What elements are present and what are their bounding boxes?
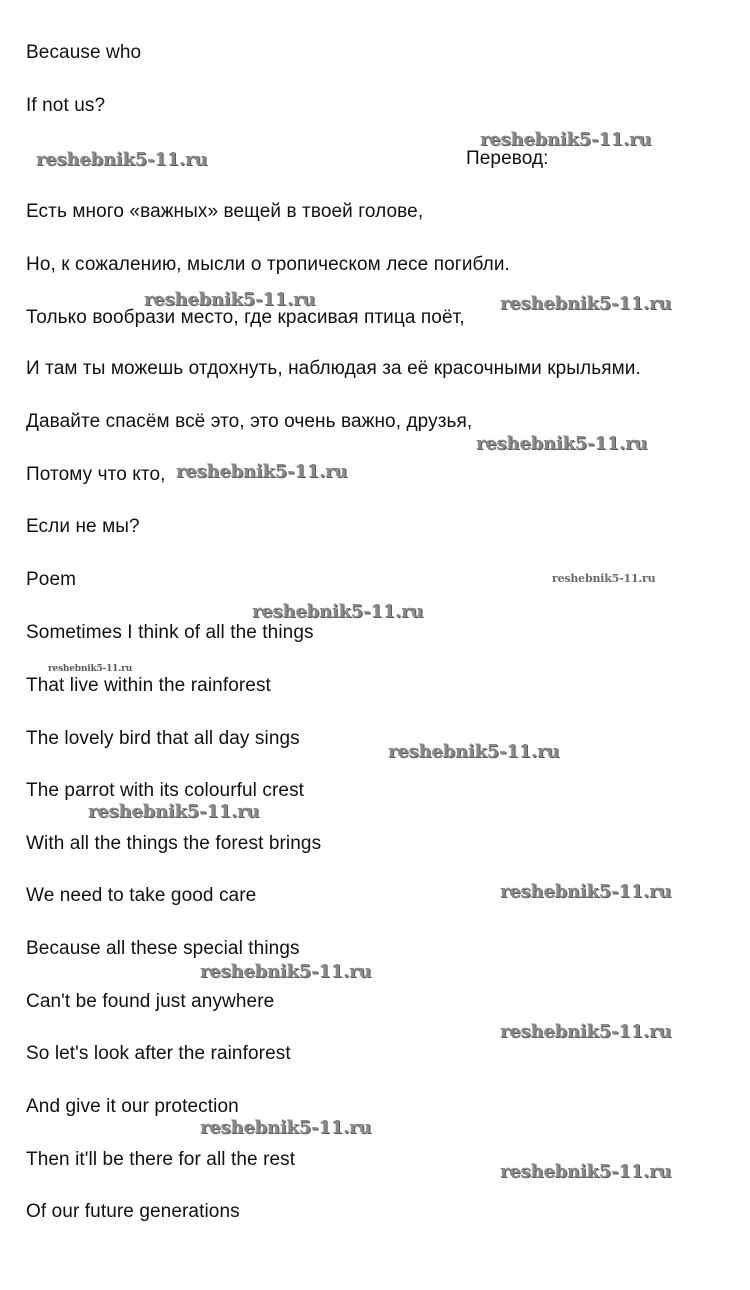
translation-line-1: Есть много «важных» вещей в твоей голове, (26, 201, 424, 222)
translation-line-3: Только вообрази место, где красивая птица поёт, (26, 307, 465, 328)
poem-line-1: Sometimes I think of all the things (26, 622, 314, 643)
poem-line-because-who: Because who (26, 42, 142, 63)
watermark: reshebnik5-11.ru (480, 129, 652, 150)
watermark: reshebnik5-11.ru (552, 572, 656, 585)
watermark: reshebnik5-11.ru (176, 461, 348, 482)
poem-line-10: And give it our protection (26, 1096, 239, 1117)
watermark: reshebnik5-11.ru (500, 293, 672, 314)
watermark: reshebnik5-11.ru (88, 801, 260, 822)
poem-line-9: So let's look after the rainforest (26, 1043, 291, 1064)
poem-line-4: The parrot with its colourful crest (26, 780, 305, 801)
poem-line-8: Can't be found just anywhere (26, 991, 275, 1012)
watermark: reshebnik5-11.ru (200, 961, 372, 982)
poem-line-7: Because all these special things (26, 938, 300, 959)
poem-line-2: That live within the rainforest (26, 675, 271, 696)
poem-line-12: Of our future generations (26, 1201, 240, 1222)
watermark: reshebnik5-11.ru (144, 289, 316, 310)
watermark: reshebnik5-11.ru (500, 1021, 672, 1042)
poem-line-5: With all the things the forest brings (26, 833, 322, 854)
translation-heading: Перевод: (466, 148, 549, 169)
watermark: reshebnik5-11.ru (36, 149, 208, 170)
translation-line-6: Потому что кто, (26, 464, 166, 485)
translation-line-7: Если не мы? (26, 516, 140, 537)
poem-line-11: Then it'll be there for all the rest (26, 1149, 296, 1170)
poem-line-3: The lovely bird that all day sings (26, 728, 300, 749)
watermark: reshebnik5-11.ru (48, 664, 133, 674)
poem-line-6: We need to take good care (26, 885, 257, 906)
watermark: reshebnik5-11.ru (388, 741, 560, 762)
poem-heading: Poem (26, 569, 77, 590)
translation-line-2: Но, к сожалению, мысли о тропическом лесе погибли. (26, 254, 510, 275)
watermark: reshebnik5-11.ru (476, 433, 648, 454)
watermark: reshebnik5-11.ru (500, 881, 672, 902)
watermark: reshebnik5-11.ru (252, 601, 424, 622)
translation-line-5: Давайте спасём всё это, это очень важно, друзья, (26, 411, 473, 432)
translation-line-4: И там ты можешь отдохнуть, наблюдая за её красочными крыльями. (26, 358, 641, 379)
watermark: reshebnik5-11.ru (200, 1117, 372, 1138)
watermark: reshebnik5-11.ru (500, 1161, 672, 1182)
poem-line-if-not-us: If not us? (26, 95, 106, 116)
